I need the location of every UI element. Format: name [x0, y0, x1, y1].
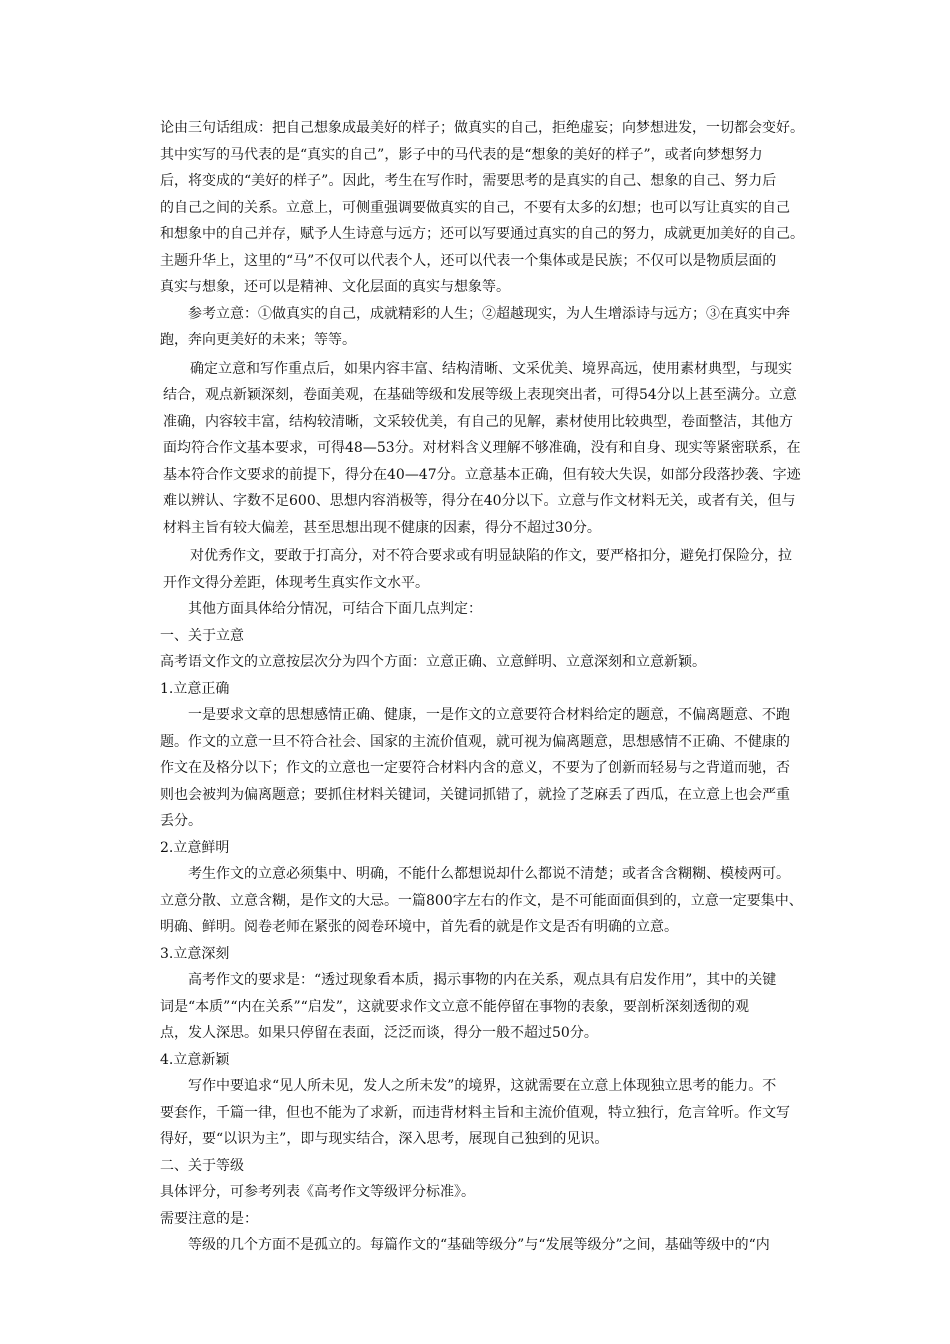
subsection-heading: 1.立意正确	[160, 681, 230, 697]
text-line: 准确，内容较丰富，结构较清晰，文采较优美，有自己的见解，素材使用比较典型，卷面整洁，其他方	[163, 414, 793, 430]
section-heading: 一、关于立意	[160, 628, 244, 644]
text-line: 题。作文的立意一旦不符合社会、国家的主流价值观，就可视为偏离题意，思想感情不正确、不健康的	[160, 734, 790, 750]
text-line: 考生作文的立意必须集中、明确，不能什么都想说却什么都说不清楚；或者含含糊糊、模棱两可。	[188, 866, 790, 882]
subsection-heading: 4.立意新颖	[160, 1052, 230, 1068]
text-line: 得好，要“以识为主”，即与现实结合，深入思考，展现自己独到的见识。	[160, 1131, 609, 1147]
text-line: 要套作，千篇一律，但也不能为了求新，而违背材料主旨和主流价值观，特立独行，危言耸听。作文写	[160, 1105, 790, 1121]
text-line: 结合，观点新颖深刻，卷面美观，在基础等级和发展等级上表现突出者，可得54分以上甚至满分。立意	[163, 387, 797, 403]
text-line: 明确、鲜明。阅卷老师在紧张的阅卷环境中，首先看的就是作文是否有明确的立意。	[160, 919, 678, 935]
text-line: 后，将变成的“美好的样子”。因此，考生在写作时，需要思考的是真实的自己、想象的自己、努力后	[160, 173, 777, 189]
text-line: 确定立意和写作重点后，如果内容丰富、结构清晰、文采优美、境界高远，使用素材典型，与现实	[190, 361, 792, 377]
text-line: 则也会被判为偏离题意；要抓住材料关键词，关键词抓错了，就捡了芝麻丢了西瓜，在立意上也会严重	[160, 787, 790, 803]
text-line: 高考语文作文的立意按层次分为四个方面：立意正确、立意鲜明、立意深刻和立意新颖。	[160, 654, 706, 670]
text-line: 需要注意的是：	[160, 1211, 258, 1227]
text-line: 真实与想象，还可以是精神、文化层面的真实与想象等。	[160, 279, 510, 295]
text-line: 难以辨认、字数不足600、思想内容消极等，得分在40分以下。立意与作文材料无关，或者有关，但与	[163, 493, 796, 509]
text-line: 的自己之间的关系。立意上，可侧重强调要做真实的自己，不要有太多的幻想；也可以写让真实的自己	[160, 200, 790, 216]
section-heading: 二、关于等级	[160, 1158, 244, 1174]
text-line: 高考作文的要求是：“透过现象看本质，揭示事物的内在关系，观点具有启发作用”，其中的关键	[188, 972, 777, 988]
text-line: 丢分。	[160, 813, 202, 829]
text-line: 写作中要追求“见人所未见，发人之所未发”的境界，这就需要在立意上体现独立思考的能力。不	[188, 1078, 777, 1094]
text-line: 其他方面具体给分情况，可结合下面几点判定：	[188, 601, 482, 617]
text-line: 对优秀作文，要敢于打高分，对不符合要求或有明显缺陷的作文，要严格扣分，避免打保险分，拉	[190, 548, 792, 564]
text-line: 材料主旨有较大偏差，甚至思想出现不健康的因素，得分不超过30分。	[163, 520, 601, 536]
text-line: 主题升华上，这里的“马”不仅可以代表个人，还可以代表一个集体或是民族；不仅可以是物质层面的	[160, 253, 777, 269]
subsection-heading: 2.立意鲜明	[160, 840, 230, 856]
text-line: 词是“本质”“内在关系”“启发”，这就要求作文立意不能停留在事物的表象，要剖析深刻透彻的观	[160, 999, 749, 1015]
text-line: 点，发人深思。如果只停留在表面，泛泛而谈，得分一般不超过50分。	[160, 1025, 598, 1041]
text-line: 论由三句话组成：把自己想象成最美好的样子；做真实的自己，拒绝虚妄；向梦想进发，一切都会变好。	[160, 120, 804, 136]
text-line: 基本符合作文要求的前提下，得分在40—47分。立意基本正确，但有较大失误，如部分段落抄袭、字迹	[163, 467, 801, 483]
text-line: 作文在及格分以下；作文的立意也一定要符合材料内含的意义，不要为了创新而轻易与之背道而驰，否	[160, 760, 790, 776]
text-line: 和想象中的自己并存，赋予人生诗意与远方；还可以写要通过真实的自己的努力，成就更加美好的自己。	[160, 226, 804, 242]
text-line: 具体评分，可参考列表《高考作文等级评分标准》。	[160, 1184, 475, 1200]
text-line: 开作文得分差距，体现考生真实作文水平。	[163, 575, 429, 591]
text-line: 其中实写的马代表的是“真实的自己”，影子中的马代表的是“想象的美好的样子”，或者向梦想努力	[160, 147, 763, 163]
subsection-heading: 3.立意深刻	[160, 946, 230, 962]
text-line: 面均符合作文基本要求，可得48—53分。对材料含义理解不够准确，没有和自身、现实等紧密联系，在	[163, 440, 801, 456]
text-line: 立意分散、立意含糊，是作文的大忌。一篇800字左右的作文，是不可能面面俱到的，立意一定要集中、	[160, 893, 803, 909]
text-line: 跑，奔向更美好的未来；等等。	[160, 332, 356, 348]
text-line: 一是要求文章的思想感情正确、健康，一是作文的立意要符合材料给定的题意，不偏离题意、不跑	[188, 707, 790, 723]
text-line: 参考立意：①做真实的自己，成就精彩的人生；②超越现实，为人生增添诗与远方；③在真实中奔	[188, 306, 790, 322]
text-line: 等级的几个方面不是孤立的。每篇作文的“基础等级分”与“发展等级分”之间，基础等级中的“内	[188, 1237, 770, 1253]
